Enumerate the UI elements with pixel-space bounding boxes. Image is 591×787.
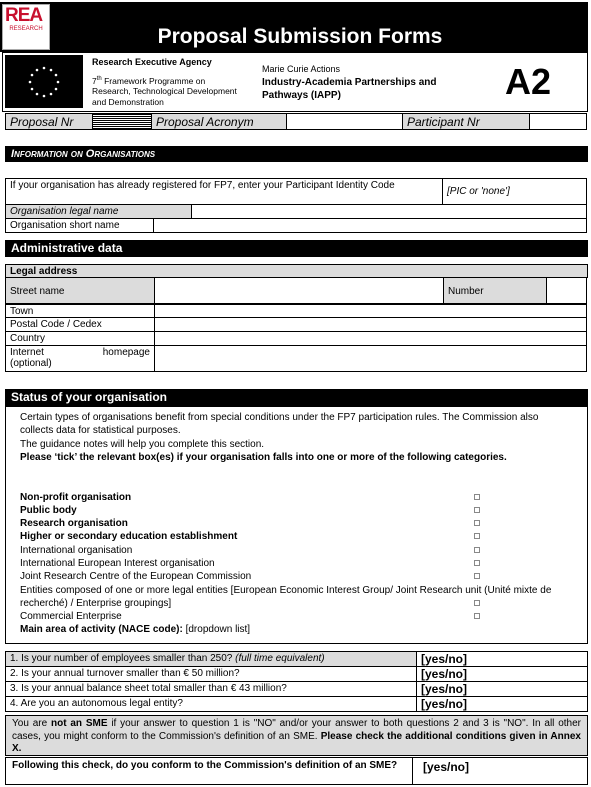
homepage-optional: (optional) — [10, 358, 52, 369]
option-eu-interest-org-checkbox[interactable] — [474, 560, 480, 566]
option-nonprofit-checkbox[interactable] — [474, 494, 480, 500]
proposal-acronym-label: Proposal Acronym — [151, 113, 287, 130]
street-name-field[interactable] — [154, 277, 444, 304]
status-intro-2: The guidance notes will help you complete this section. — [20, 439, 265, 450]
number-label: Number — [443, 277, 547, 304]
option-jrc-label: Joint Research Centre of the European Commission — [20, 571, 252, 582]
proposal-acronym-field[interactable] — [286, 113, 403, 130]
sme-q1-note: (full time equivalent) — [235, 653, 325, 664]
option-public-body-checkbox[interactable] — [474, 507, 480, 513]
option-commercial-label: Commercial Enterprise — [20, 611, 122, 622]
country-field[interactable] — [154, 331, 587, 346]
programme-text — [92, 74, 242, 107]
sme-final-answer[interactable]: [yes/no] — [412, 757, 588, 785]
homepage-word1: Internet — [10, 347, 44, 358]
info-heading-text: Information on Organisations — [11, 148, 156, 160]
town-field[interactable] — [154, 304, 587, 318]
proposal-nr-label: Proposal Nr — [5, 113, 93, 130]
town-label: Town — [5, 304, 155, 318]
rea-logo-sub: RESEARCH — [9, 26, 43, 32]
homepage-word2: homepage — [102, 347, 150, 358]
action-small: Marie Curie Actions — [262, 64, 341, 74]
sme-answer-2[interactable]: [yes/no] — [416, 666, 588, 682]
postal-code-label: Postal Code / Cedex — [5, 317, 155, 332]
option-eu-interest-org-label: International European Interest organisation — [20, 558, 215, 569]
street-name-label: Street name — [5, 277, 155, 304]
status-section-heading — [5, 389, 588, 406]
sme-q3-text: Is your annual balance sheet total smaller than € 43 million? — [21, 683, 287, 694]
option-entities-label: Entities composed of one or more legal entities [European Economic Interest Group/ Joint Research unit (Unité mixte de recherché) / Enterprise groupings] — [20, 585, 552, 609]
page-title: Proposal Submission Forms — [157, 25, 443, 48]
form-code: A2 — [505, 61, 552, 102]
legal-name-label: Organisation legal name — [5, 204, 192, 219]
nace-dropdown[interactable]: [dropdown list] — [185, 624, 251, 635]
sme-note — [5, 715, 588, 756]
info-section-heading — [5, 146, 588, 162]
sme-question-1 — [5, 651, 417, 667]
sme-q2-num: 2. — [10, 668, 19, 679]
sme-note-c: if your answer to question 1 is "NO" and/or your answer to both questions 2 and 3 is "NO". In all other cases, you might conform to the Commission's definition of an SME. — [12, 718, 581, 742]
sme-q4-text: Are you an autonomous legal entity? — [20, 698, 183, 709]
admin-heading-text: Administrative data — [11, 241, 123, 255]
option-research-org-checkbox[interactable] — [474, 520, 480, 526]
sme-q1-num: 1. — [10, 653, 19, 664]
agency-name: Research Executive Agency — [92, 57, 212, 67]
participant-nr-field[interactable] — [529, 113, 587, 130]
sme-note-b: not an SME — [50, 718, 108, 729]
sme-question-3 — [5, 681, 417, 697]
status-intro-3: Please ‘tick’ the relevant box(es) if your organisation falls into one or more of the following categories. — [20, 452, 507, 463]
postal-code-field[interactable] — [154, 317, 587, 332]
legal-name-field[interactable] — [191, 204, 587, 219]
option-higher-education-label: Higher or secondary education establishment — [20, 531, 238, 542]
short-name-field[interactable] — [153, 218, 587, 233]
option-entities-checkbox[interactable] — [474, 600, 480, 606]
option-commercial-checkbox[interactable] — [474, 613, 480, 619]
participant-nr-label: Participant Nr — [402, 113, 530, 130]
option-international-org-label: International organisation — [20, 545, 133, 556]
number-field[interactable] — [546, 277, 587, 304]
homepage-field[interactable] — [154, 345, 587, 372]
programme-sup: th — [96, 76, 102, 82]
option-higher-education-checkbox[interactable] — [474, 533, 480, 539]
option-nonprofit-label: Non-profit organisation — [20, 492, 132, 503]
sme-question-4 — [5, 696, 417, 712]
homepage-line1 — [10, 347, 150, 358]
pic-field[interactable]: [PIC or 'none'] — [442, 178, 587, 205]
pic-label: If your organisation has already registered for FP7, enter your Participant Identity Code — [5, 178, 443, 205]
legal-address-label: Legal address — [5, 264, 588, 278]
sme-answer-4[interactable]: [yes/no] — [416, 696, 588, 712]
homepage-label — [5, 345, 155, 372]
sme-note-a: You are — [12, 718, 51, 729]
option-international-org-checkbox[interactable] — [474, 547, 480, 553]
sme-final-question: Following this check, do you conform to the Commission's definition of an SME? — [5, 757, 413, 785]
option-jrc-checkbox[interactable] — [474, 573, 480, 579]
sme-q2-text: Is your annual turnover smaller than € 50 million? — [21, 668, 240, 679]
option-public-body-label: Public body — [20, 505, 77, 516]
rea-logo — [2, 4, 50, 50]
sme-answer-1[interactable]: [yes/no] — [416, 651, 588, 667]
sme-q3-num: 3. — [10, 683, 19, 694]
nace-label: Main area of activity (NACE code): — [20, 624, 183, 635]
sme-q1-text: Is your number of employees smaller than 250? — [21, 653, 233, 664]
option-research-org-label: Research organisation — [20, 518, 128, 529]
status-heading-text: Status of your organisation — [11, 390, 168, 404]
status-intro-1: Certain types of organisations benefit from special conditions under the FP7 participation rules. The Commission also collects data for statistical purposes. — [20, 412, 539, 436]
eu-flag — [5, 55, 83, 108]
sme-note-d: Please check the additional conditions given in Annex X. — [12, 730, 581, 754]
sme-q4-num: 4. — [10, 698, 19, 709]
sme-answer-3[interactable]: [yes/no] — [416, 681, 588, 697]
proposal-nr-field[interactable] — [92, 113, 152, 130]
programme-rest: Framework Programme on Research, Technological Development and Demonstration — [92, 75, 237, 107]
action-title: Industry-Academia Partnerships and Pathways (IAPP) — [262, 77, 437, 101]
admin-section-heading — [5, 240, 588, 257]
sme-question-2 — [5, 666, 417, 682]
eu-stars-icon — [5, 55, 83, 108]
nace-row — [20, 624, 250, 636]
country-label: Country — [5, 331, 155, 346]
rea-logo-letters: REA — [5, 5, 43, 26]
programme-number: 7 — [92, 75, 97, 86]
short-name-label: Organisation short name — [5, 218, 154, 233]
